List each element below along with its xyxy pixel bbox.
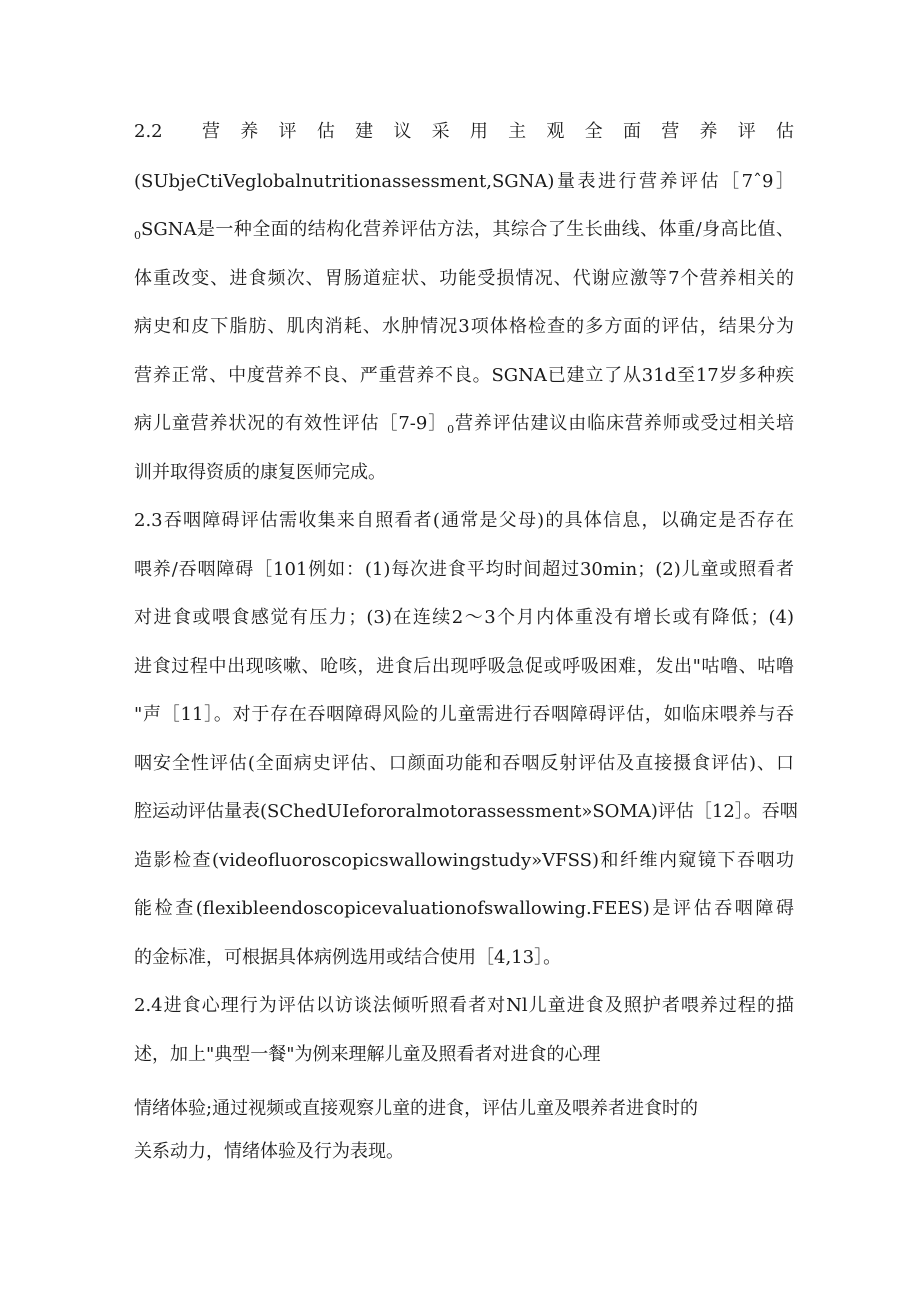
s22-line-7-sub: 0 <box>447 423 455 436</box>
s23-line-5: "声［11］。对于存在吞咽障碍风险的儿童需进行吞咽障碍评估，如临床喂养与吞 <box>134 704 794 725</box>
s23-line-9: 能检查(flexibleendoscopicevaluationofswallowing.FEES)是评估吞咽障碍 <box>134 898 794 919</box>
s22-line-4: 体重改变、进食频次、胃肠道症状、功能受损情况、代谢应激等7个营养相关的 <box>134 268 794 289</box>
s24-line-1: 2.4进食心理行为评估以访谈法倾听照看者对Nl儿童进食及照护者喂养过程的描 <box>134 995 794 1016</box>
s23-line-4: 进食过程中出现咳嗽、呛咳，进食后出现呼吸急促或呼吸困难，发出"咕噜、咕噜 <box>134 656 794 677</box>
s22-line-5: 病史和皮下脂肪、肌肉消耗、水肿情况3项体格检查的多方面的评估，结果分为 <box>134 316 794 337</box>
s23-line-6: 咽安全性评估(全面病史评估、口颜面功能和吞咽反射评估及直接摄食评估)、口 <box>134 753 794 774</box>
s22-line-1: 2.2 营 养 评 估 建 议 采 用 主 观 全 面 营 养 评 估 <box>134 121 794 142</box>
s23-line-2: 喂养/吞咽障碍［101例如：(1)每次进食平均时间超过30min；(2)儿童或照看者 <box>134 559 794 580</box>
s22-line-6: 营养正常、中度营养不良、严重营养不良。SGNA已建立了从31d至17岁多种疾 <box>134 365 794 386</box>
s22-line-3 <box>134 218 794 248</box>
s23-line-1: 2.3吞咽障碍评估需收集来自照看者(通常是父母)的具体信息，以确定是否存在 <box>134 510 794 531</box>
s22-line-7a: 病儿童营养状况的有效性评估［7-9］ <box>134 413 448 434</box>
s22-line-3-sub: 0 <box>134 229 141 242</box>
s24-line-2: 述，加上"典型一餐"为例来理解儿童及照看者对进食的心理 <box>134 1044 601 1065</box>
s23-line-3: 对进食或喂食感觉有压力；(3)在连续2～3个月内体重没有增长或有降低；(4) <box>134 607 794 628</box>
s22-line-2: (SUbjeCtiVeglobalnutritionassessment,SGNA)量表进行营养评估［7ˆ9］ <box>134 171 794 192</box>
s24-line-3: 情绪体验;通过视频或直接观察儿童的进食，评估儿童及喂养者进食时的 <box>134 1098 699 1119</box>
s22-line-3-text: SGNA是一种全面的结构化营养评估方法，其综合了生长曲线、体重/身高比值、 <box>141 219 794 240</box>
s23-line-8: 造影检查(videofluoroscopicswallowingstudy»VFSS)和纤维内窥镜下吞咽功 <box>134 850 794 871</box>
s22-line-7 <box>134 412 794 442</box>
s22-line-8: 训并取得资质的康复医师完成。 <box>134 462 386 483</box>
s22-line-7b: 营养评估建议由临床营养师或受过相关培 <box>454 413 794 434</box>
s23-line-7: 腔运动评估量表(SChedUIefororalmotorassessment»SOMA)评估［12］。吞咽 <box>134 801 798 822</box>
s24-line-4: 关系动力，情绪体验及行为表现。 <box>134 1141 404 1162</box>
s23-line-10: 的金标准，可根据具体病例选用或结合使用［4,13］。 <box>134 947 562 968</box>
